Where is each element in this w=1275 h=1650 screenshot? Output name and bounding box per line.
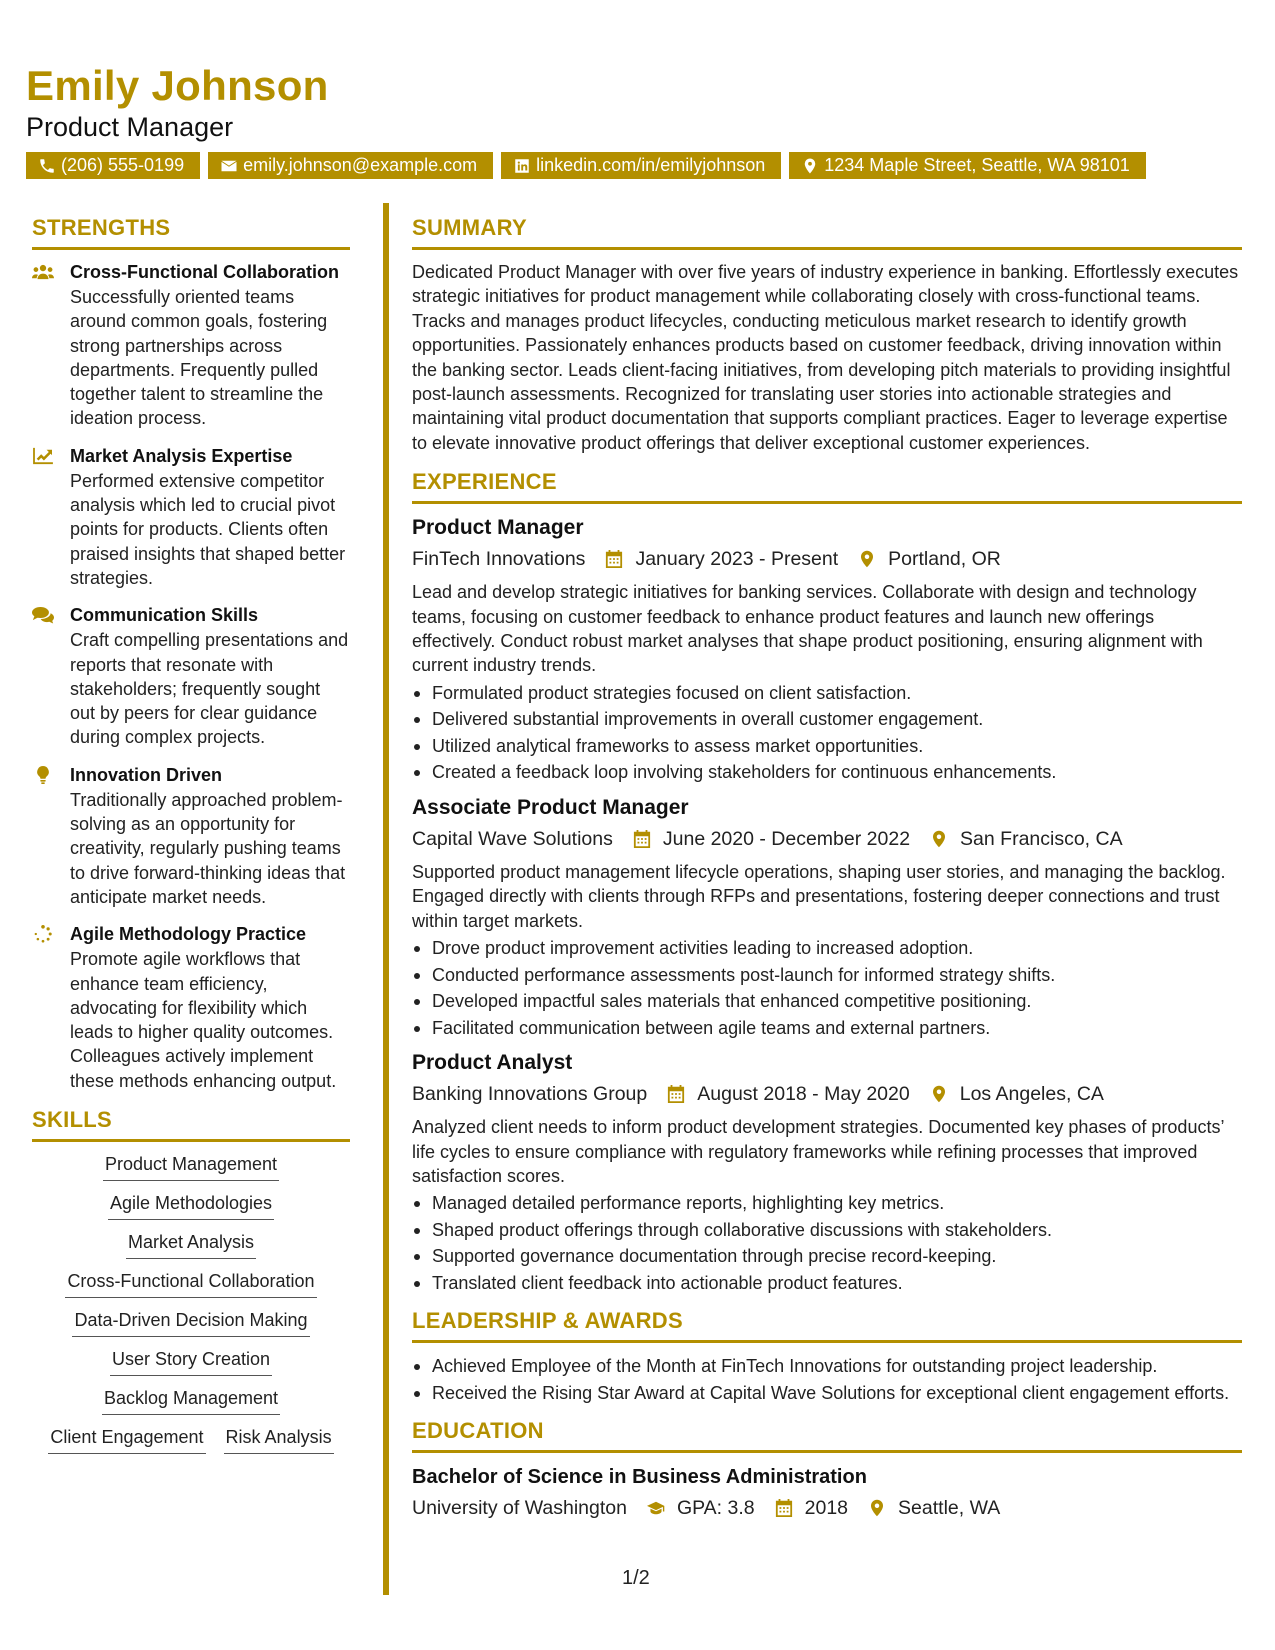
job-dates: January 2023 - Present (635, 548, 839, 571)
job-company: FinTech Innovations (412, 548, 586, 571)
job-dates: June 2020 - December 2022 (662, 827, 911, 850)
contact-bar (26, 152, 1146, 179)
job-bullet: Developed impactful sales materials that enhanced competitive positioning. (430, 988, 1242, 1015)
job-entry (412, 1049, 1242, 1296)
job-company: Capital Wave Solutions (412, 827, 613, 850)
strength-item (32, 922, 350, 1093)
job-entry (412, 514, 1242, 786)
strength-desc: Performed extensive competitor analysis which led to crucial pivot points for products. Clients often praised insights that shaped better strategies. (70, 470, 346, 588)
job-title: Product Manager (412, 516, 584, 540)
job-bullet: Utilized analytical frameworks to assess market opportunities. (430, 733, 1242, 760)
school-location: Seattle, WA (898, 1497, 1001, 1520)
strengths-title: STRENGTHS (32, 215, 350, 250)
education-title: EDUCATION (412, 1418, 1242, 1453)
strength-title: Cross-Functional Collaboration (70, 262, 340, 282)
skill-tag: Cross-Functional Collaboration (65, 1269, 316, 1298)
contact-address[interactable] (789, 152, 1146, 179)
award-item: Received the Rising Star Award at Capital Wave Solutions for exceptional client engagement efforts. (430, 1380, 1242, 1407)
spinner-icon (32, 925, 54, 943)
contact-email-text: emily.johnson@example.com (243, 155, 478, 175)
skill-tag: Risk Analysis (224, 1425, 334, 1454)
skill-tag: Client Engagement (48, 1425, 205, 1454)
degree-title: Bachelor of Science in Business Administration (412, 1466, 867, 1489)
strength-item (32, 260, 350, 431)
map-pin-icon (858, 550, 876, 568)
job-bullet: Supported governance documentation through precise record-keeping. (430, 1243, 1242, 1270)
job-company: Banking Innovations Group (412, 1083, 648, 1106)
map-pin-icon (930, 1085, 948, 1103)
strength-item (32, 603, 350, 749)
graduation-cap-icon (647, 1499, 665, 1517)
contact-email[interactable] (208, 152, 493, 179)
linkedin-icon (513, 157, 531, 175)
job-location: San Francisco, CA (960, 827, 1123, 850)
job-location: Los Angeles, CA (959, 1083, 1104, 1106)
contact-phone-text: (206) 555-0199 (61, 155, 185, 175)
map-pin-icon (868, 1499, 886, 1517)
candidate-role: Product Manager (26, 112, 234, 142)
calendar-icon (633, 830, 651, 848)
phone-icon (38, 157, 56, 175)
strength-title: Communication Skills (70, 605, 259, 626)
skill-tag: Backlog Management (102, 1386, 280, 1415)
chart-line-icon (32, 447, 54, 465)
contact-phone[interactable] (26, 152, 200, 179)
users-icon (32, 263, 54, 281)
strength-title: Agile Methodology Practice (70, 924, 307, 945)
calendar-icon (775, 1499, 793, 1517)
education-meta (412, 1493, 1242, 1523)
job-bullet: Conducted performance assessments post-launch for informed strategy shifts. (430, 962, 1242, 989)
leadership-list (412, 1353, 1242, 1406)
lightbulb-icon (32, 766, 54, 784)
skills-title: SKILLS (32, 1107, 350, 1142)
strength-desc: Craft compelling presentations and reports that resonate with stakeholders; frequently sought out by peers for clear guidance during complex projects. (70, 630, 349, 748)
job-bullets (412, 935, 1242, 1041)
map-pin-icon (930, 830, 948, 848)
job-entry (412, 794, 1242, 1041)
award-item: Achieved Employee of the Month at FinTech Innovations for outstanding project leadership. (430, 1353, 1242, 1380)
job-description: Analyzed client needs to inform product development strategies. Documented key phases of products’ life cycles to ensure compliance with regulatory frameworks while refining processes that improved satisfaction scores. (412, 1117, 1224, 1186)
strength-desc: Promote agile workflows that enhance team efficiency, advocating for flexibility which leads to higher quality outcomes. Colleagues actively implement these methods enhancing output. (70, 949, 337, 1091)
job-location: Portland, OR (888, 548, 1001, 571)
right-column (412, 215, 1242, 1523)
job-bullet: Managed detailed performance reports, highlighting key metrics. (430, 1190, 1242, 1217)
job-bullet: Drove product improvement activities leading to increased adoption. (430, 935, 1242, 962)
job-bullet: Created a feedback loop involving stakeholders for continuous enhancements. (430, 759, 1242, 786)
strength-title: Innovation Driven (70, 764, 223, 785)
skill-tag: Agile Methodologies (108, 1191, 274, 1220)
candidate-name: Emily Johnson (26, 62, 329, 109)
skill-tag: Product Management (103, 1152, 279, 1181)
contact-address-text: 1234 Maple Street, Seattle, WA 98101 (824, 155, 1130, 175)
envelope-icon (220, 157, 238, 175)
job-bullet: Facilitated communication between agile teams and external partners. (430, 1015, 1242, 1042)
job-bullets (412, 680, 1242, 786)
job-description: Lead and develop strategic initiatives for banking services. Collaborate with design and technology teams, focusing on customer feedback to enhance product features and launch new offerings effectively. Conduct robust market analyses that shape product positioning, ensuring alignment with current industry trends. (412, 582, 1203, 676)
page-number: 1/2 (622, 1567, 650, 1589)
summary-title: SUMMARY (412, 215, 1242, 250)
contact-linkedin[interactable] (501, 152, 781, 179)
left-column (32, 215, 350, 1454)
strength-item (32, 444, 350, 590)
strength-item (32, 763, 350, 909)
school-name: University of Washington (412, 1497, 627, 1520)
strength-title: Market Analysis Expertise (70, 445, 293, 466)
calendar-icon (667, 1085, 685, 1103)
skills-list (32, 1152, 350, 1454)
comments-icon (32, 606, 54, 624)
experience-title: EXPERIENCE (412, 469, 1242, 504)
job-bullet: Shaped product offerings through collaborative discussions with stakeholders. (430, 1217, 1242, 1244)
job-title: Associate Product Manager (412, 795, 689, 819)
job-dates: August 2018 - May 2020 (697, 1083, 910, 1106)
map-pin-icon (801, 157, 819, 175)
contact-linkedin-text: linkedin.com/in/emilyjohnson (536, 155, 766, 175)
job-bullet: Delivered substantial improvements in overall customer engagement. (430, 706, 1242, 733)
skill-tag: Market Analysis (126, 1230, 256, 1259)
strength-desc: Traditionally approached problem-solving as an opportunity for creativity, regularly pushing teams to drive forward-thinking ideas that anticipate market needs. (70, 789, 346, 907)
job-bullet: Formulated product strategies focused on client satisfaction. (430, 680, 1242, 707)
job-title: Product Analyst (412, 1051, 573, 1075)
column-divider (383, 203, 389, 1595)
job-description: Supported product management lifecycle operations, shaping user stories, and managing the backlog. Engaged directly with clients through RFPs and presentations, fostering deeper connections and trust within target markets. (412, 861, 1226, 931)
graduation-year: 2018 (804, 1497, 849, 1520)
job-bullets (412, 1190, 1242, 1296)
job-bullet: Translated client feedback into actionable product features. (430, 1270, 1242, 1297)
gpa: GPA: 3.8 (676, 1497, 755, 1520)
strength-desc: Successfully oriented teams around common goals, fostering strong partnerships across departments. Frequently pulled together talent to streamline the ideation process. (70, 287, 328, 429)
skill-tag: User Story Creation (110, 1347, 272, 1376)
skill-tag: Data-Driven Decision Making (72, 1308, 309, 1337)
calendar-icon (605, 550, 623, 568)
summary-text: Dedicated Product Manager with over five years of industry experience in banking. Effortlessly executes strategic initiatives for product management while collaborating closely with cross-functional teams. Tracks and manages product lifecycles, conducting meticulous market research to identify growth opportunities. Passionately enhances products based on customer feedback, driving innovation within the banking sector. Leads client-facing initiatives, from developing pitch materials to providing insightful post-launch assessments. Recognized for translating user stories into actionable strategies and maintaining vital product documentation that supports compliant practices. Eager to leverage expertise to elevate innovative product offerings that deliver exceptional customer experiences. (412, 262, 1239, 453)
leadership-title: LEADERSHIP & AWARDS (412, 1308, 1242, 1343)
